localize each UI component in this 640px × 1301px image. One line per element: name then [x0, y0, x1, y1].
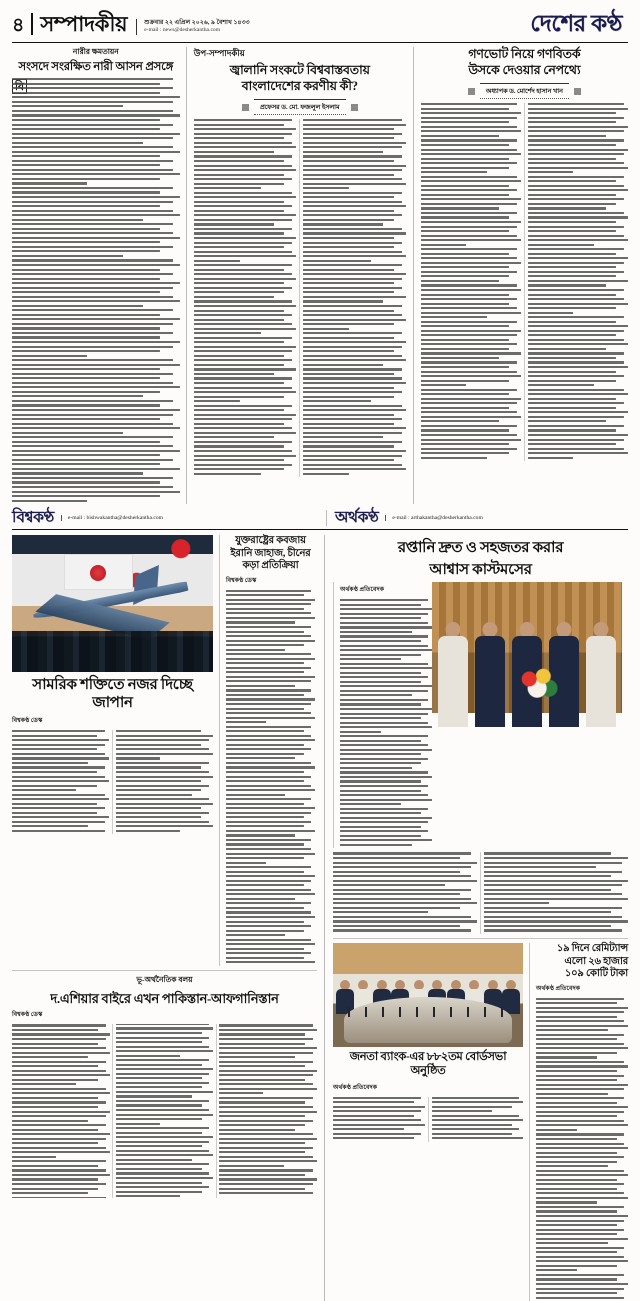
- op-ed-author: প্রফেসর ড. মো. ফজলুল ইসলাম: [254, 99, 346, 115]
- editorial-kicker: নারীর ক্ষমতায়ন: [72, 47, 119, 57]
- byline-square-left-icon: [242, 104, 249, 111]
- world-divider: [12, 970, 317, 971]
- customs-photo-column: [432, 582, 628, 848]
- op-ed-headline-line1: জ্বালানি সংকটে বিশ্ববাস্তবতায়: [229, 63, 370, 78]
- expo-visitors: [12, 631, 213, 672]
- bouquet: [516, 665, 560, 705]
- board-headline: জনতা ব্যাংক-এর ৮৮২তম বোর্ডসভা অনুষ্ঠিত: [349, 1051, 507, 1077]
- editorial-headline: সংসদে সংরক্ষিত নারী আসন প্রসঙ্গে: [18, 61, 174, 74]
- editorial-body: [12, 78, 180, 502]
- japan-story-main: [12, 535, 219, 966]
- geoecon-body: [12, 1024, 317, 1198]
- economy-section-band: [327, 510, 628, 526]
- japan-body: [12, 730, 213, 834]
- masthead-divider: [31, 13, 33, 35]
- remittance-body: [536, 998, 628, 1299]
- expo-screen: [64, 554, 132, 590]
- remittance-desk-credit: অর্থকণ্ঠ প্রতিবেদক: [536, 984, 581, 992]
- microphones: [348, 1007, 508, 1017]
- editorial-column-main: [12, 47, 186, 504]
- geoecon-headline: দ.এশিয়ার বাইরে এখন পাকিস্তান-আফগানিস্তান: [50, 990, 279, 1006]
- op-ed-byline: [194, 99, 406, 115]
- op-ed-body: [194, 119, 406, 477]
- japan-headline: সামরিক শক্তিতে নজর দিচ্ছে জাপান: [32, 677, 193, 712]
- conference-table: [344, 997, 511, 1043]
- geoecon-kicker: ভূ-অর্থনৈতিক বলয়: [136, 974, 193, 984]
- official-1: [438, 622, 469, 714]
- customs-handover-photo: [432, 582, 622, 713]
- customs-desk-credit: অর্থকণ্ঠ প্রতিবেদক: [340, 586, 385, 594]
- iran-ship-story: [219, 535, 315, 966]
- page-number: ৪: [12, 15, 25, 36]
- lower-content: [8, 535, 632, 1301]
- customs-continued-body: [333, 852, 628, 934]
- board-desk-credit: অর্থকণ্ঠ প্রতিবেদক: [333, 1083, 378, 1091]
- newsdesk-email[interactable]: e-mail : news@desherkantha.com: [144, 27, 221, 34]
- editorial-column-commentary: [414, 47, 628, 504]
- world-section: [12, 535, 325, 1301]
- editorial-block: [8, 43, 632, 504]
- board-meeting-photo: [333, 943, 523, 1047]
- customs-story-row: [333, 582, 628, 848]
- iran-headline-line3: কড়া প্রতিক্রিয়া: [242, 560, 299, 572]
- customs-headline-line1: রপ্তানি দ্রুত ও সহজতর করার: [397, 540, 564, 557]
- customs-lead-column: [333, 582, 432, 848]
- remittance-headline-line1: ১৯ দিনে রেমিট্যান্স: [556, 943, 628, 955]
- commentary-body: [421, 103, 628, 461]
- remittance-headline-line3: ১০৯ কোটি টাকা: [564, 968, 628, 980]
- byline-square-right-icon: [574, 88, 581, 95]
- customs-lead-body: [340, 599, 432, 846]
- commentary-headline-line1: গণভোট নিয়ে গণবিতর্ক: [468, 47, 581, 62]
- remittance-headline-line2: এলো ২৬ হাজার: [564, 955, 628, 967]
- customs-headline-line2: আশ্বাস কাস্টমসের: [429, 562, 532, 579]
- commentary-author: অধ্যাপক ড. মোর্শেদ হাসান খান: [480, 83, 569, 99]
- world-section-email[interactable]: e-mail : bishwakantha@desherkantha.com: [61, 515, 163, 521]
- japan-desk-credit: বিশ্বকণ্ঠ ডেস্ক: [12, 717, 43, 725]
- economy-section-title: অর্থকণ্ঠ: [334, 509, 379, 527]
- japan-story-row: [12, 535, 317, 966]
- geoecon-desk-credit: বিশ্বকণ্ঠ ডেস্ক: [12, 1011, 43, 1019]
- newspaper-logo: দেশের কণ্ঠ: [530, 11, 622, 36]
- iran-headline-line1: যুক্তরাষ্ট্রের কবজায়: [235, 535, 306, 547]
- byline-square-right-icon: [351, 104, 358, 111]
- iran-desk-credit: বিশ্বকণ্ঠ ডেস্ক: [226, 576, 257, 584]
- iran-body: [226, 590, 315, 964]
- official-5: [585, 622, 616, 714]
- section-band-rule: [12, 529, 628, 531]
- section-bands: [8, 510, 632, 526]
- board-body: [333, 1097, 523, 1142]
- japan-defense-expo-photo: [12, 535, 213, 672]
- economy-section-email[interactable]: e-mail : arthakantha@desherkantha.com: [385, 515, 482, 521]
- commentary-headline-line2: উসকে দেওয়ার নেপথ্যে: [468, 62, 581, 77]
- op-ed-kicker: উপ-সম্পাদকীয়: [193, 48, 245, 59]
- board-photo-column: [333, 943, 529, 1301]
- page-title: সম্পাদকীয়: [40, 12, 128, 36]
- publication-date: শুক্রবার ২২ এপ্রিল ২০২৬, ৯ বৈশাখ ১৪৩৩: [144, 19, 250, 27]
- byline-square-left-icon: [468, 88, 475, 95]
- board-member: [503, 955, 519, 1013]
- masthead-meta: [136, 19, 249, 35]
- op-ed-headline-line2: বাংলাদেশের করণীয় কী?: [241, 78, 358, 93]
- remittance-story: [529, 943, 628, 1301]
- economy-divider: [333, 938, 628, 939]
- official-2: [474, 622, 505, 714]
- remittance-board-row: [333, 943, 628, 1301]
- commentary-byline: [421, 83, 628, 99]
- masthead: [8, 0, 632, 39]
- iran-headline-line2: ইরানি জাহাজ, চীনের: [230, 547, 311, 559]
- world-section-band: [12, 510, 327, 526]
- world-section-title: বিশ্বকণ্ঠ: [12, 509, 54, 527]
- editorial-column-opinion: [186, 47, 414, 504]
- economy-section: [325, 535, 628, 1301]
- board-member: [337, 955, 353, 1013]
